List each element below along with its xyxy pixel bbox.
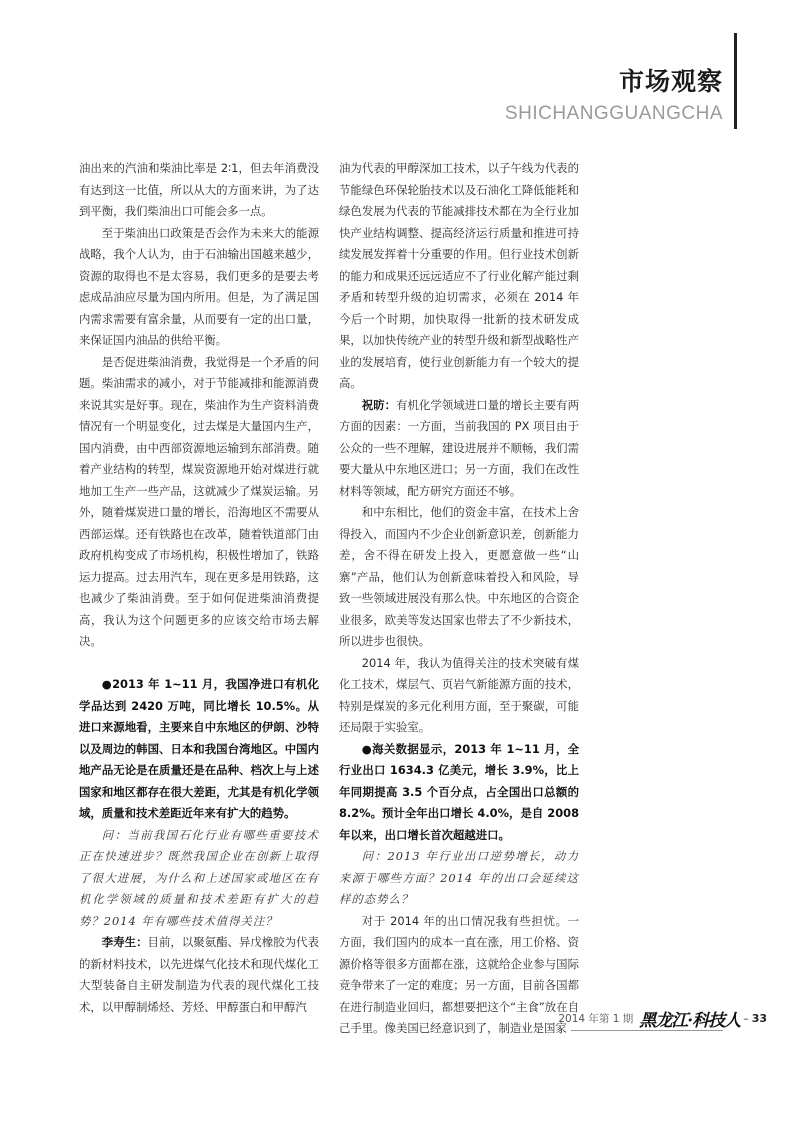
answer-li-shousheng <box>79 932 319 1018</box>
section-subtitle: SHICHANGGUANGCHA <box>504 103 723 124</box>
page-number: 33 <box>751 1011 767 1025</box>
speaker-name: 祝昉： <box>361 397 397 412</box>
answer-zhu-fang <box>339 395 579 503</box>
answer-text: 有机化学领域进口量的增长主要有两方面的因素：一方面，当前我国的 PX 项目由于公众的一些不理解，建设进展并不顺畅，我们需要大量从中东地区进口；另一方面，我们在改性材料等领域，配方研究方面还不够。 <box>339 397 579 498</box>
magazine-logo: 黑龙江·科技人 <box>639 1010 741 1031</box>
paragraph-tech-breakthrough: 2014 年，我认为值得关注的技术突破有煤化工技术，煤层气、页岩气新能源方面的技术，特别是煤炭的多元化利用方面，至于聚碳，可能还局限于实验室。 <box>339 655 579 734</box>
question-export: 问：2013 年行业出口逆势增长，动力来源于哪些方面？2014 年的出口会延续这样的态势么？ <box>339 849 579 906</box>
highlight-import-data: ●2013 年 1~11 月，我国净进口有机化学品达到 2420 万吨，同比增长 10.5%。从进口来源地看，主要来自中东地区的伊朗、沙特以及周边的韩国、日本和我国台湾地区。中国内地产品无论是在质量还是在品种、档次上与上述国家和地区都存在很大差距，尤其是有机化学领域，质量和技术差距近年来有扩大的趋势。 <box>79 677 319 820</box>
paragraph-middle-east: 和中东相比，他们的资金丰富，在技术上舍得投入，而国内不少企业创新意识差，创新能力差，舍不得在研发上投入，更愿意做一些“山寨”产品，他们认为创新意味着投入和风险，导致一些领域进展没有那么快。中东地区的合资企业很多，欧美等发达国家也带去了不少新技术，所以进步也很快。 <box>339 505 579 648</box>
speaker-name: 李寿生： <box>101 935 148 949</box>
paragraph-export-outlook: 对于 2014 年的出口情况我有些担忧。一方面，我们国内的成本一直在涨，用工价格、资源价格等很多方面都在涨，这就给企业参与国际竞争带来了一定的难度；另一方面，目前各国都在进行制造业回归，都想要把这个“主食”放在自己手里。像美国已经意识到了，制造业是国家 <box>339 913 579 1035</box>
page-dash: – <box>743 1011 749 1025</box>
paragraph-fuel-ratio: 油出来的汽油和柴油比率是 2∶1，但去年消费没有达到这一比值，所以从大的方面来讲，为了达到平衡，我们柴油出口可能会多一点。 <box>79 161 319 218</box>
left-column <box>79 158 319 1018</box>
section-title: 市场观察 <box>618 67 723 96</box>
answer-text: 目前，以聚氨酯、异戊橡胶为代表的新材料技术，以先进煤气化技术和现代煤化工大型装备自主研发制造为代表的现代煤化工技术，以甲醇制烯烃、芳烃、甲醇蛋白和甲醇汽 <box>79 935 319 1014</box>
page-footer <box>558 1005 767 1031</box>
highlight-export-data: ●海关数据显示，2013 年 1~11 月，全行业出口 1634.3 亿美元，增长 3.9%，比上年同期提高 3.5 个百分点，占全国出口总额的 8.2%。预计全年出口增长 4.0%，是自 2008 年以来，出口增长首次超越进口。 <box>339 741 579 842</box>
issue-label: 2014 年第 1 期 <box>558 1012 634 1025</box>
paragraph-gap <box>79 653 319 675</box>
paragraph-export-policy: 至于柴油出口政策是否会作为未来大的能源战略，我个人认为，由于石油输出国越来越少，资源的取得也不是太容易，我们更多的是要去考虑成品油应尽量为国内所用。但是，为了满足国内需求需要有富余量，从而要有一定的出口量，来保证国内油品的供给平衡。 <box>79 225 319 347</box>
question-technology: 问：当前我国石化行业有哪些重要技术正在快速进步？既然我国企业在创新上取得了很大进展，为什么和上述国家或地区在有机化学领域的质量和技术差距有扩大的趋势？2014 年有哪些技术值得关注？ <box>79 827 319 928</box>
paragraph-diesel-consumption: 是否促进柴油消费，我觉得是一个矛盾的问题。柴油需求的减小，对于节能减排和能源消费来说其实是好事。现在，柴油作为生产资料消费情况有一个明显变化，过去煤是大量国内生产，国内消费，由中西部资源地运输到东部消费。随着产业结构的转型，煤炭资源地开始对煤进行就地加工生产一些产品，这就减少了煤炭运输。另外，随着煤炭进口量的增长，沿海地区不需要从西部运煤。还有铁路也在改革，随着铁道部门由政府机构变成了市场机构，积极性增加了，铁路运力提高。过去用汽车，现在更多是用铁路，这也减少了柴油消费。至于如何促进柴油消费提高，我认为这个问题更多的应该交给市场去解决。 <box>79 354 319 648</box>
header-divider-bar <box>734 33 737 129</box>
paragraph-methanol-tech: 油为代表的甲醇深加工技术，以子午线为代表的节能绿色环保轮胎技术以及石油化工降低能耗和绿色发展为代表的节能减排技术都在为全行业加快产业结构调整、提高经济运行质量和推进可持续发展发挥着十分重要的作用。但行业技术创新的能力和成果还远远适应不了行业化解产能过剩矛盾和转型升级的迫切需求，必须在 2014 年今后一个时期，加快取得一批新的技术研发成果，以加快传统产业的转型升级和新型战略性产业的发展培育，使行业创新能力有一个较大的提高。 <box>339 161 579 390</box>
right-column <box>339 158 579 1040</box>
